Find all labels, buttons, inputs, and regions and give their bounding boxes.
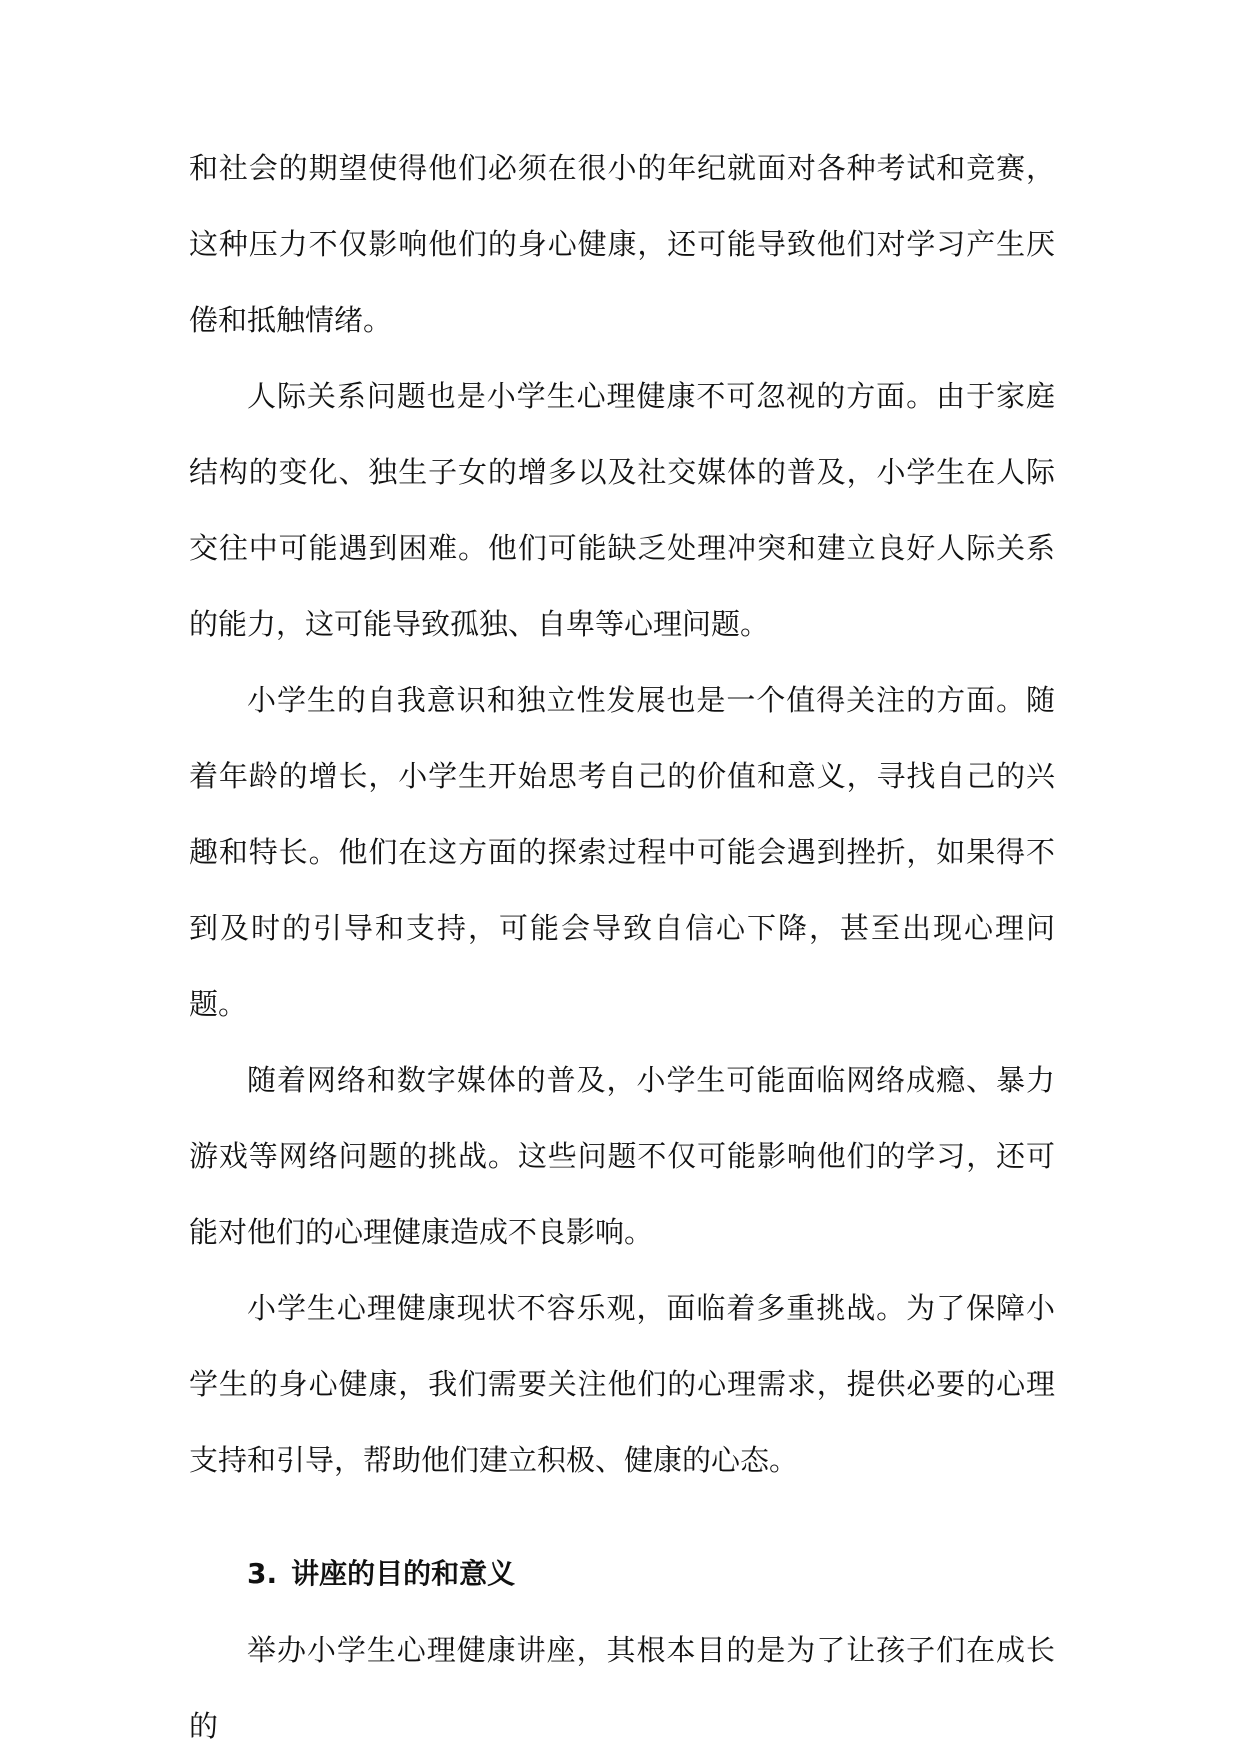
- paragraph-continued: 和社会的期望使得他们必须在很小的年纪就面对各种考试和竞赛，这种压力不仅影响他们的身心健康，还可能导致他们对学习产生厌倦和抵触情绪。: [189, 151, 1055, 337]
- paragraph-interpersonal: 人际关系问题也是小学生心理健康不可忽视的方面。由于家庭结构的变化、独生子女的增多以及社交媒体的普及，小学生在人际交往中可能遇到困难。他们可能缺乏处理冲突和建立良好人际关系的能力，这可能导致孤独、自卑等心理问题。: [189, 379, 1055, 641]
- section-heading: [189, 1536, 1055, 1612]
- paragraph-summary: 小学生心理健康现状不容乐观，面临着多重挑战。为了保障小学生的身心健康，我们需要关注他们的心理需求，提供必要的心理支持和引导，帮助他们建立积极、健康的心态。: [189, 1291, 1055, 1477]
- paragraph-self-awareness: 小学生的自我意识和独立性发展也是一个值得关注的方面。随着年龄的增长，小学生开始思考自己的价值和意义，寻找自己的兴趣和特长。他们在这方面的探索过程中可能会遇到挫折，如果得不到及时的引导和支持，可能会导致自信心下降，甚至出现心理问题。: [189, 683, 1055, 1021]
- document-page: [189, 130, 1055, 1764]
- section-title: 讲座的目的和意义: [291, 1557, 516, 1590]
- paragraph-internet: 随着网络和数字媒体的普及，小学生可能面临网络成瘾、暴力游戏等网络问题的挑战。这些问题不仅可能影响他们的学习，还可能对他们的心理健康造成不良影响。: [189, 1063, 1055, 1249]
- section-paragraph: 举办小学生心理健康讲座，其根本目的是为了让孩子们在成长的: [189, 1633, 1055, 1743]
- section-number: 3.: [247, 1557, 278, 1590]
